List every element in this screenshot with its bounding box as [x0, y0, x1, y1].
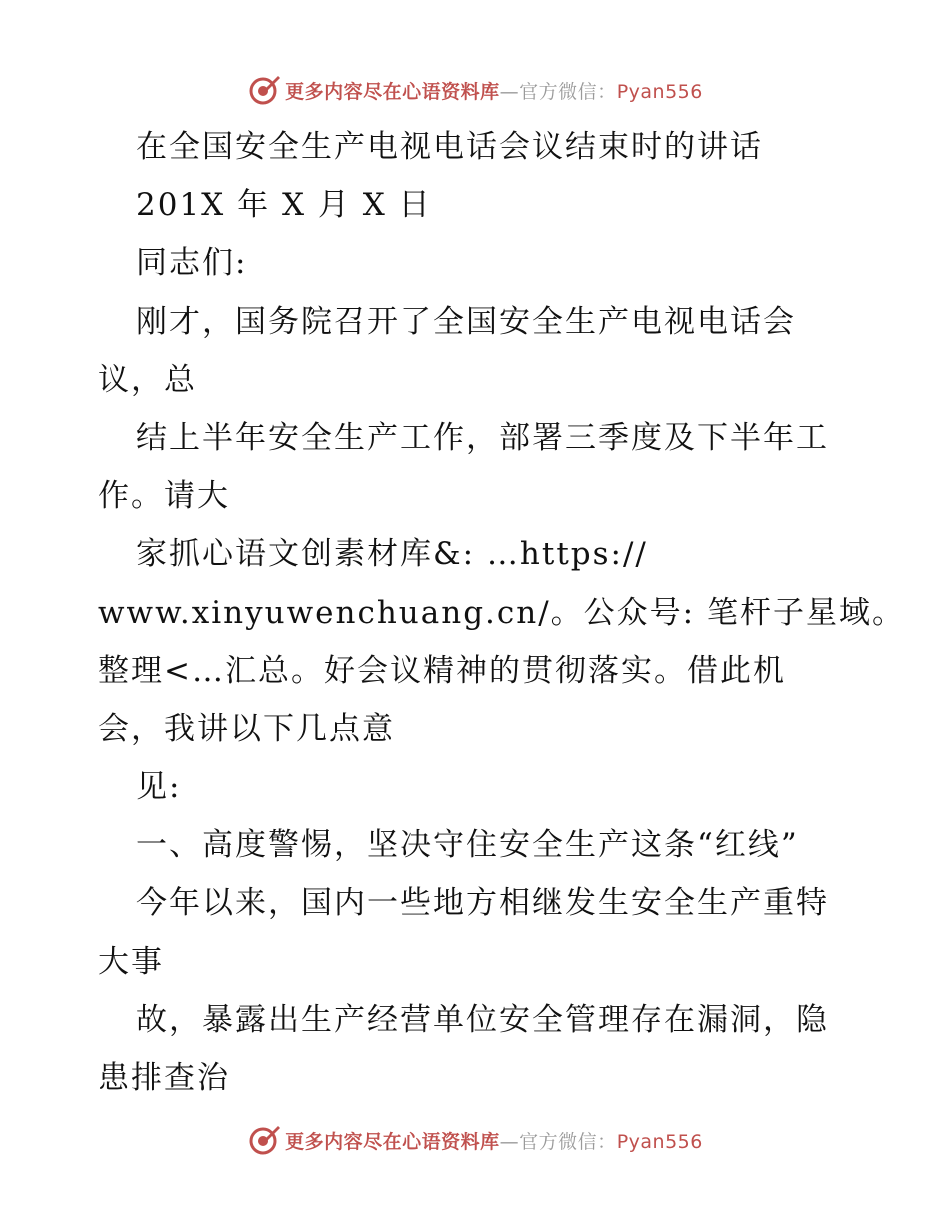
doc-title: 在全国安全生产电视电话会议结束时的讲话 — [136, 129, 763, 165]
banner-wechat-label: 官方微信： — [519, 1130, 617, 1153]
doc-line: 结上半年安全生产工作，部署三季度及下半年工 — [136, 419, 829, 456]
banner-site-name: 更多内容尽在心语资料库 — [285, 1130, 500, 1153]
doc-line: 患排查治 — [98, 1060, 230, 1096]
banner-wechat-label: 官方微信： — [519, 80, 617, 103]
banner-dash: — — [499, 80, 520, 103]
doc-section-heading: 一、高度警惕，坚决守住安全生产这条“红线” — [136, 827, 799, 864]
doc-line: 整理<…汇总。好会议精神的贯彻落实。借此机 — [98, 652, 786, 689]
doc-line: 刚才，国务院召开了全国安全生产电视电话会 — [136, 303, 796, 340]
banner-wechat-id: Pyan556 — [616, 1130, 703, 1153]
doc-salutation: 同志们: — [136, 245, 248, 282]
banner-dash: — — [499, 1130, 520, 1153]
header-banner — [0, 68, 950, 112]
doc-line: 故，暴露出生产经营单位安全管理存在漏洞，隐 — [136, 1001, 829, 1038]
doc-line: 见: — [136, 769, 182, 806]
logo-icon — [247, 1123, 281, 1157]
doc-line: 今年以来，国内一些地方相继发生安全生产重特 — [136, 885, 829, 922]
doc-line: www.xinyuwenchuang.cn/。公众号: 笔杆子星域。 — [98, 594, 905, 631]
doc-line: 会，我讲以下几点意 — [98, 710, 395, 747]
banner-site-name: 更多内容尽在心语资料库 — [285, 80, 500, 103]
doc-line: 家抓心语文创素材库&: …https:// — [136, 536, 648, 573]
doc-date: 201X 年 X 月 X 日 — [136, 187, 432, 224]
logo-icon — [247, 73, 281, 107]
footer-banner — [0, 1118, 950, 1162]
doc-line: 大事 — [98, 943, 164, 980]
banner-wechat-id: Pyan556 — [616, 80, 703, 103]
document-body — [98, 118, 905, 1107]
doc-line: 作。请大 — [98, 478, 230, 515]
doc-line: 议，总 — [98, 361, 197, 398]
